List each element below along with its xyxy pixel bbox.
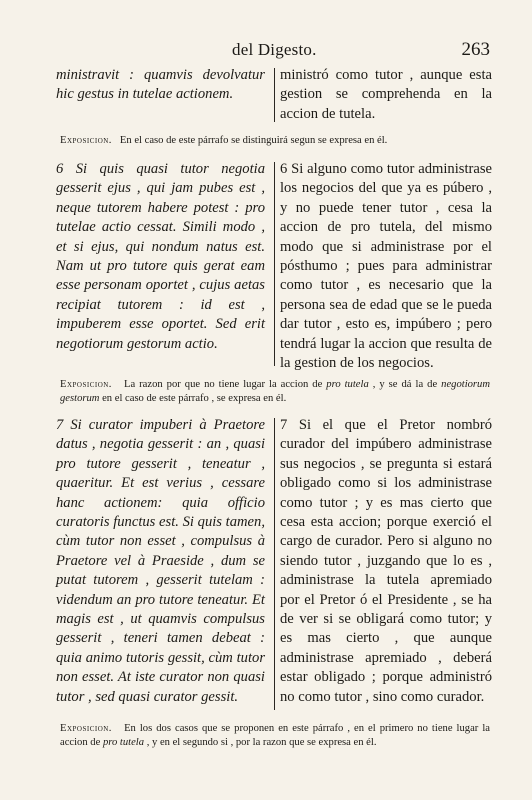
exposicion-note — [60, 378, 490, 406]
latin-term: pro tutela — [326, 379, 369, 390]
column-divider — [274, 162, 275, 366]
exposicion-label: Exposicion. — [60, 723, 112, 734]
latin-term: negotiorum gestorum — [60, 379, 491, 404]
exposicion-text: En el caso de este párrafo se distinguirá segun se expresa en él. — [119, 135, 388, 146]
latin-text: ministravit : quamvis devolvatur hic gestus in tutelae actionem. — [56, 67, 265, 103]
spanish-text: 7 Si el que el Pretor nombró curador del impúbero administrase sus negocios , se pregunta si estará obligado como si los administrase como tutor ; y es mas cierto que cesa esta accion; porque exerció el cargo de curador. Pero si alguno no siendo tutor , juzgando que lo es , administrase la tutela apremiado por el Pretor ó el Presidente , se ha de ver si se obligará como tutor; y es mas cierto , que aunque administrase apremiado , deberá estar obligado ; porque administró no como tutor , sino como curador. — [280, 417, 492, 705]
exposicion-note — [60, 722, 490, 750]
exposicion-note — [60, 134, 490, 148]
latin-term: pro tutela — [102, 737, 145, 748]
paragraph-7 — [56, 416, 492, 712]
exposicion-text: , y en el segundo si , por la razon que se expresa en él. — [146, 737, 377, 748]
latin-text: 6 Si quis quasi tutor negotia gesserit ejus , qui jam pubes est , neque tutorem habere potest : pro tutelae actio cessat. Simili modo , et si ejus, qui nondum natus est. Nam ut pro tutore quis gerat eam esse personam oportet , cujus aetas recipiat tutorem : id est , impuberem esse oportet. Sed erit negotiorum gestorum actio. — [56, 161, 265, 352]
exposicion-text: La razon por que no tiene lugar la accion de — [123, 379, 323, 390]
latin-text: 7 Si curator impuberi à Praetore datus , negotia gesserit : an , quasi pro tutore gesserit , teneatur , quaeritur. Et est verius , cessare hanc actionem: quia officio curatoris functus est. Si quis tamen, cùm tutor non esset , compulsus à Praetore vel à Praeside , dum se putat tutorem , gesserit tutelam : videndum an pro tutore teneatur. Et magis est , ut quamvis compulsus gesserit , teneri tamen debeat : quia animo tutoris gessit, cùm tutor non esset. At iste curator non quasi tutor , sed quasi curator gessit. — [56, 417, 265, 705]
spanish-text: 6 Si alguno como tutor administrase los negocios del que ya es púbero , y no puede tener tutor , cesa la accion de pro tutela, del mismo modo que si administrase por el pósthumo ; pues para administrar como tutor , es necesario que la persona sea de edad que se le pueda dar tutor , esto es, impúbero ; pero tendrá lugar la accion que resulta de la gestion de los negocios. — [280, 161, 492, 372]
exposicion-text: , y se dá la de — [372, 379, 438, 390]
exposicion-text: en el caso de este párrafo , se expresa en él. — [102, 393, 287, 404]
paragraph-6 — [56, 160, 492, 370]
column-divider — [274, 68, 275, 122]
exposicion-label: Exposicion. — [60, 135, 112, 146]
spanish-text: ministró como tutor , aunque esta gestion se comprehenda en la accion de tutela. — [280, 67, 492, 122]
exposicion-text: En los dos casos que se proponen en este párrafo , en el primero no tiene lugar la accion de — [60, 723, 490, 748]
column-divider — [274, 418, 275, 710]
running-title: del Digesto. — [232, 40, 317, 59]
page-number: 263 — [461, 39, 490, 60]
exposicion-label: Exposicion. — [60, 379, 112, 390]
page-header — [56, 40, 490, 64]
paragraph-continuation — [56, 66, 492, 126]
